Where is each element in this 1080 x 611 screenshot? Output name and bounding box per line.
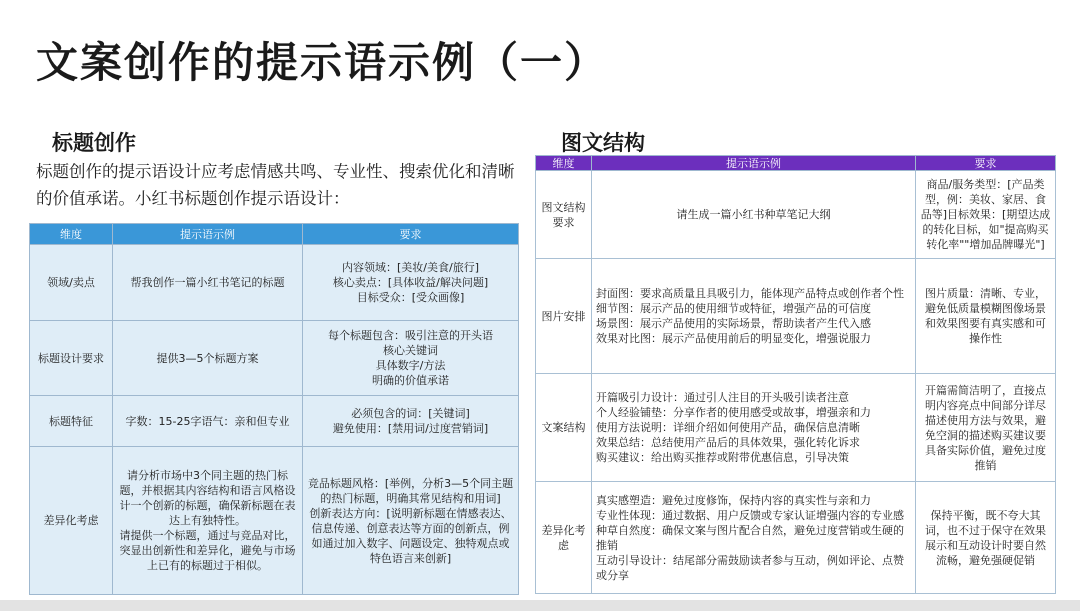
right-heading: 图文结构 bbox=[561, 131, 645, 155]
requirement-cell: 必须包含的词：[关键词] 避免使用：[禁用词/过度营销词] bbox=[303, 396, 519, 447]
table-row bbox=[536, 482, 1056, 594]
example-cell: 封面图：要求高质量且具吸引力，能体现产品特点或创作者个性 细节图：展示产品的使用细节或特征，增强产品的可信度 场景图：展示产品使用的实际场景，帮助读者产生代入感 效果对比图：展示产品使用前后的明显变化，增强说服力 bbox=[592, 259, 916, 374]
dimension-cell: 领域/卖点 bbox=[30, 245, 113, 321]
table-row bbox=[536, 259, 1056, 374]
left-heading: 标题创作 bbox=[52, 131, 136, 155]
table-header: 维度 bbox=[536, 156, 592, 171]
table-header: 提示语示例 bbox=[592, 156, 916, 171]
example-cell: 提供3—5个标题方案 bbox=[113, 321, 303, 396]
table-header: 要求 bbox=[916, 156, 1056, 171]
table-header: 要求 bbox=[303, 224, 519, 245]
table-header: 提示语示例 bbox=[113, 224, 303, 245]
example-cell: 请分析市场中3个同主题的热门标题，并根据其内容结构和语言风格设计一个创新的标题，确保新标题在表达上有独特性。 请提供一个标题，通过与竞品对比，突显出创新性和差异化，避免与市场上已有的标题过于相似。 bbox=[113, 447, 303, 595]
requirement-cell: 开篇需简洁明了，直接点明内容亮点中间部分详尽描述使用方法与效果，避免空洞的描述购买建议要具备实际价值，避免过度推销 bbox=[916, 374, 1056, 482]
table-row bbox=[30, 245, 519, 321]
title-creation-table bbox=[29, 223, 519, 595]
example-cell: 字数：15-25字语气：亲和但专业 bbox=[113, 396, 303, 447]
table-row bbox=[30, 447, 519, 595]
requirement-cell: 内容领域：[美妆/美食/旅行] 核心卖点：[具体收益/解决问题] 目标受众：[受众画像] bbox=[303, 245, 519, 321]
example-cell: 开篇吸引力设计：通过引人注目的开头吸引读者注意 个人经验铺垫：分享作者的使用感受或故事，增强亲和力 使用方法说明：详细介绍如何使用产品，确保信息清晰 效果总结：总结使用产品后的具体效果，强化转化诉求 购买建议：给出购买推荐或附带优惠信息，引导决策 bbox=[592, 374, 916, 482]
example-cell: 请生成一篇小红书种草笔记大纲 bbox=[592, 171, 916, 259]
image-text-structure-table bbox=[535, 155, 1056, 594]
requirement-cell: 竞品标题风格：[举例，分析3—5个同主题的热门标题，明确其常见结构和用词] 创新表达方向：[说明新标题在情感表达、信息传递、创意表达等方面的创新点，例如通过加入数字、问题设定、独特观点或特色语言来创新] bbox=[303, 447, 519, 595]
table-header: 维度 bbox=[30, 224, 113, 245]
requirement-cell: 每个标题包含：吸引注意的开头语 核心关键词 具体数字/方法 明确的价值承诺 bbox=[303, 321, 519, 396]
example-cell: 真实感塑造：避免过度修饰，保持内容的真实性与亲和力 专业性体现：通过数据、用户反馈或专家认证增强内容的专业感 种草自然度：确保文案与图片配合自然，避免过度营销或生硬的推销 互动引导设计：结尾部分需鼓励读者参与互动，例如评论、点赞或分享 bbox=[592, 482, 916, 594]
requirement-cell: 商品/服务类型：[产品类型，例：美妆、家居、食品等]目标效果：[期望达成的转化目标，如"提高购买转化率""增加品牌曝光"] bbox=[916, 171, 1056, 259]
example-cell: 帮我创作一篇小红书笔记的标题 bbox=[113, 245, 303, 321]
requirement-cell: 保持平衡，既不夸大其词，也不过于保守在效果展示和互动设计时要自然流畅，避免强硬促销 bbox=[916, 482, 1056, 594]
dimension-cell: 标题设计要求 bbox=[30, 321, 113, 396]
dimension-cell: 文案结构 bbox=[536, 374, 592, 482]
page-title: 文案创作的提示语示例（一） bbox=[36, 38, 609, 87]
left-intro: 标题创作的提示语设计应考虑情感共鸣、专业性、搜索优化和清晰的价值承诺。小红书标题创作提示语设计： bbox=[36, 162, 515, 208]
requirement-cell: 图片质量：清晰、专业，避免低质量模糊图像场景和效果图要有真实感和可操作性 bbox=[916, 259, 1056, 374]
table-row bbox=[30, 321, 519, 396]
table-row bbox=[536, 374, 1056, 482]
dimension-cell: 差异化考虑 bbox=[30, 447, 113, 595]
dimension-cell: 差异化考虑 bbox=[536, 482, 592, 594]
table-row bbox=[536, 171, 1056, 259]
dimension-cell: 标题特征 bbox=[30, 396, 113, 447]
table-row bbox=[30, 396, 519, 447]
bottom-strip bbox=[0, 600, 1080, 611]
dimension-cell: 图文结构要求 bbox=[536, 171, 592, 259]
dimension-cell: 图片安排 bbox=[536, 259, 592, 374]
